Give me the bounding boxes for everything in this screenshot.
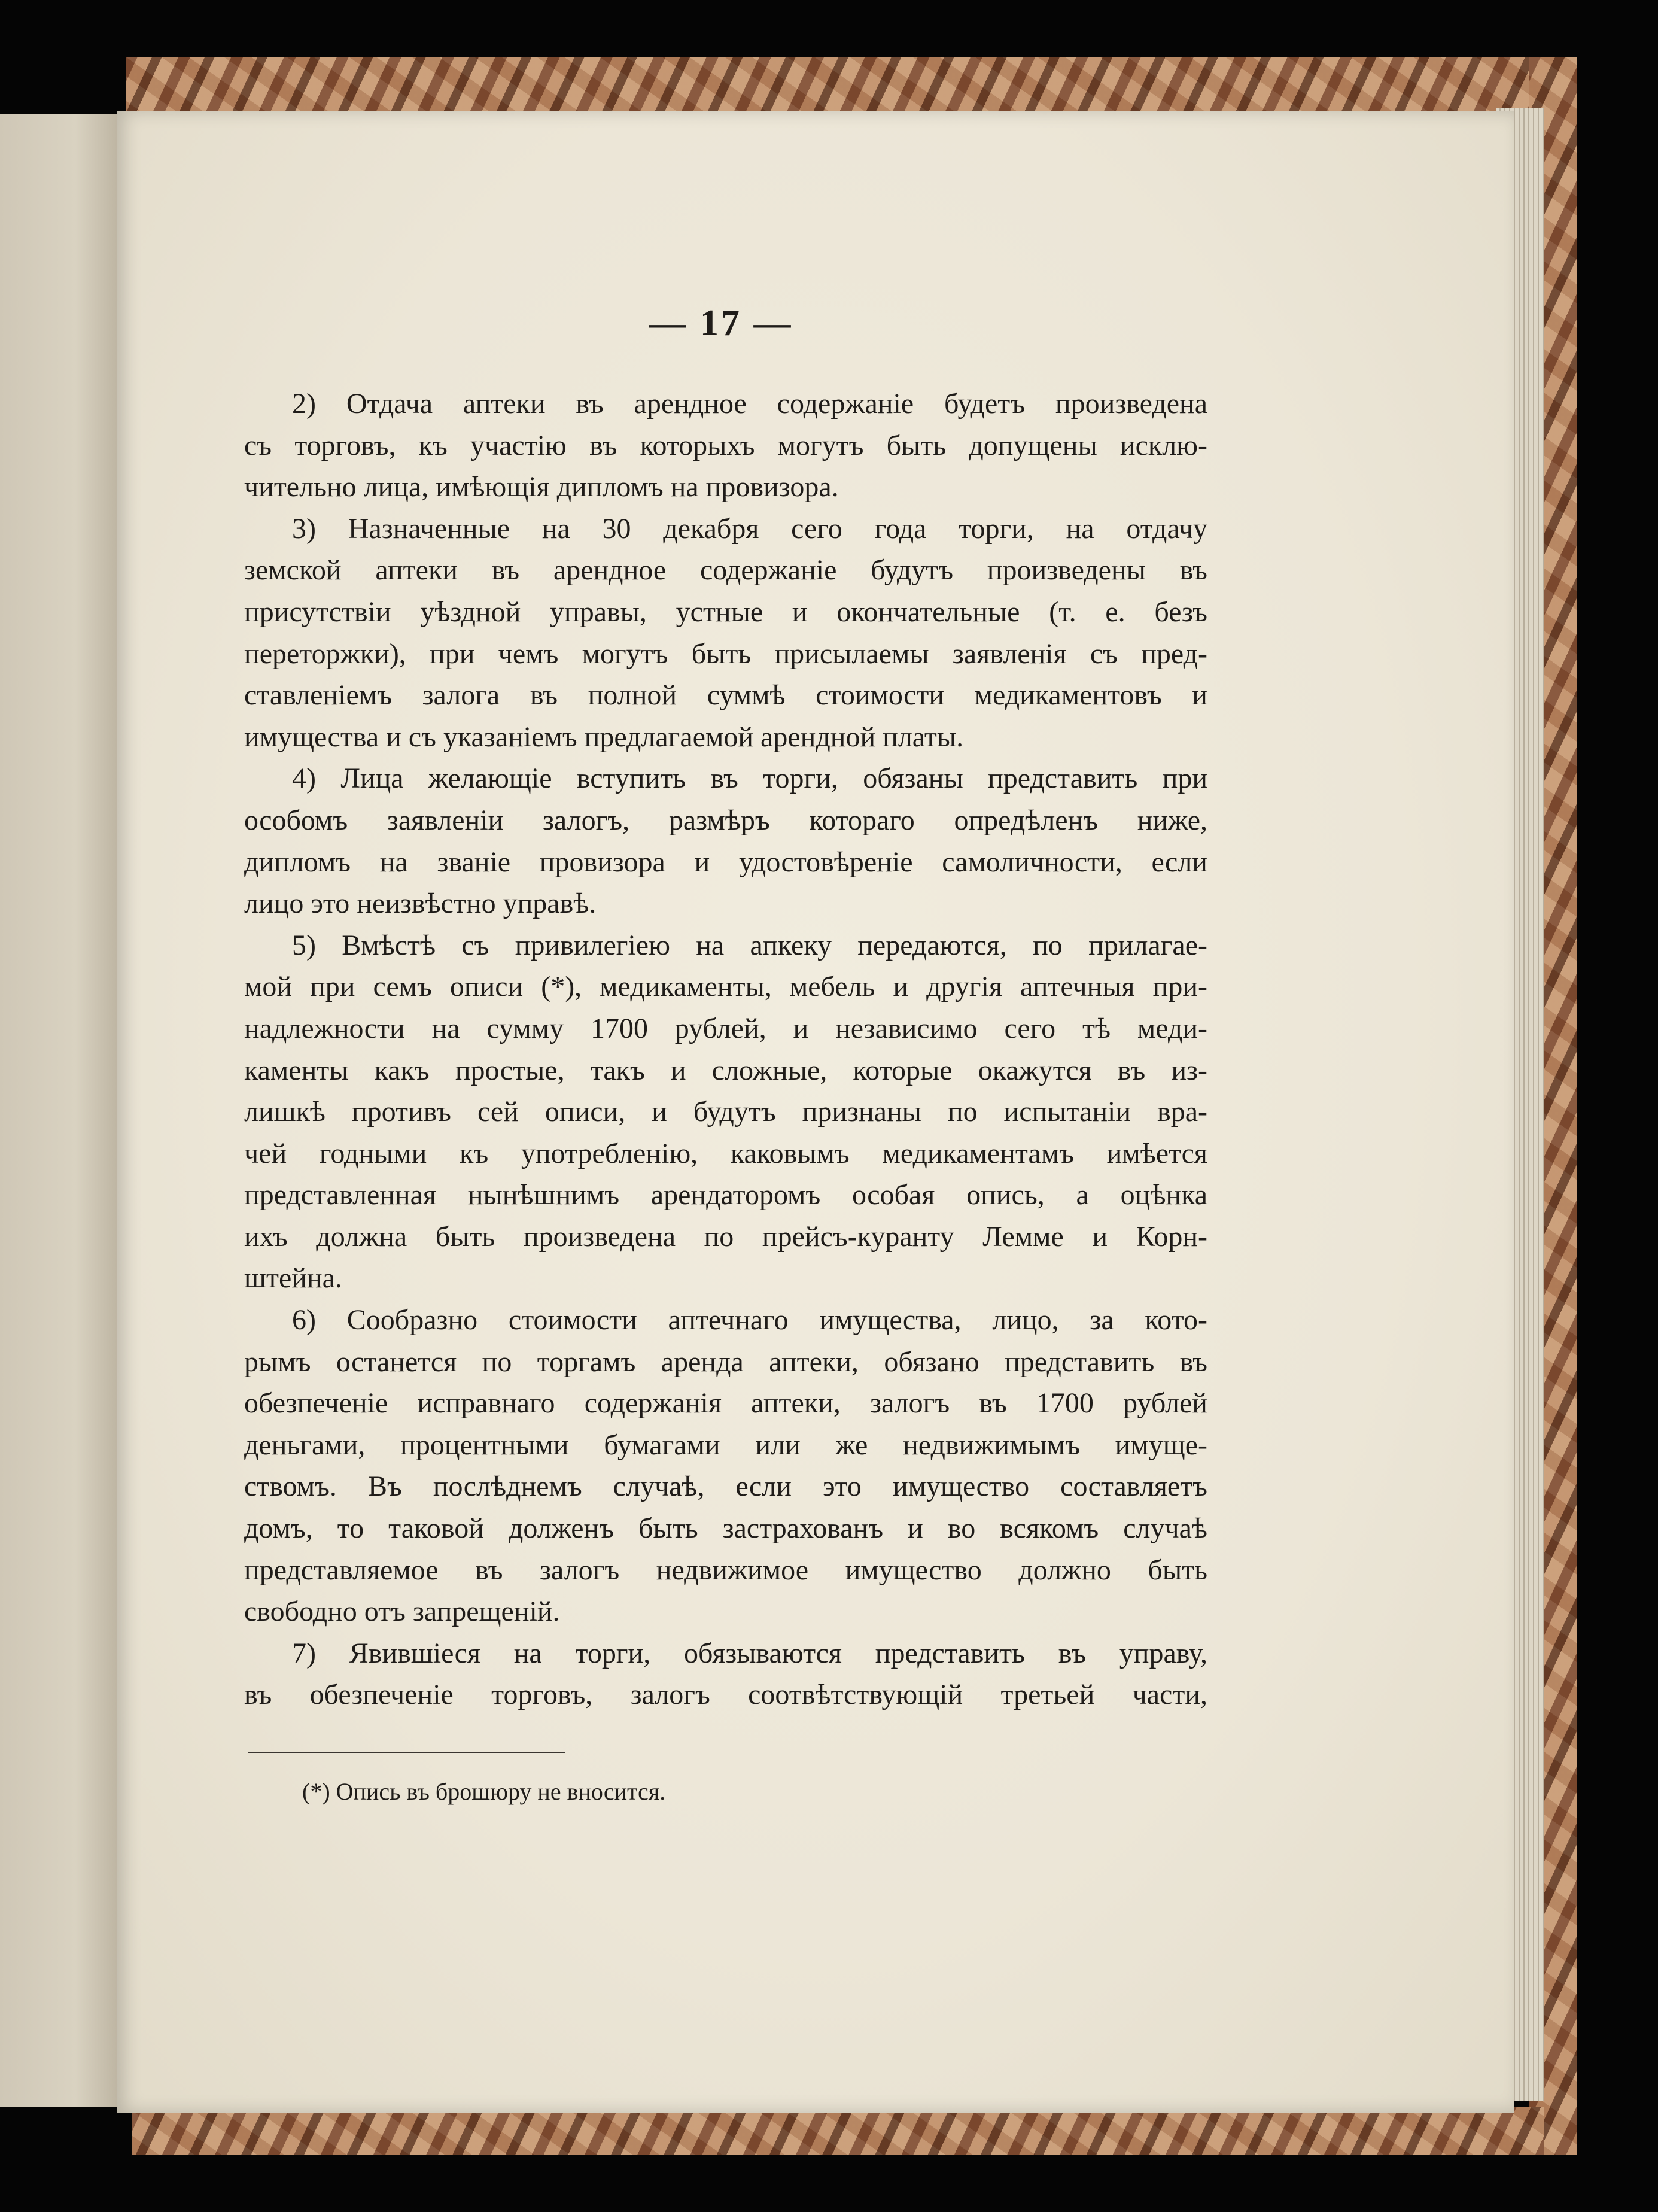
text-line: 4) Лица желающіе вступить въ торги, обязаны представить при (292, 762, 1207, 795)
footnote-divider (248, 1752, 565, 1753)
text-line: земской аптеки въ арендное содержаніе будутъ произведены въ (244, 554, 1207, 587)
text-line: особомъ заявленіи залогъ, размѣръ котораго опредѣленъ ниже, (244, 804, 1207, 836)
text-line: представляемое въ залогъ недвижимое имущество должно быть (244, 1554, 1207, 1586)
text-line: переторжки), при чемъ могутъ быть присылаемы заявленія съ пред- (244, 637, 1207, 670)
text-line: ихъ должна быть произведена по прейсъ-куранту Лемме и Корн- (244, 1220, 1207, 1253)
text-line: каменты какъ простые, такъ и сложные, которые окажутся въ из- (244, 1054, 1207, 1086)
page-number: — 17 — (649, 303, 793, 344)
text-line: штейна. (244, 1262, 342, 1295)
text-line: 6) Сообразно стоимости аптечнаго имущества, лицо, за кото- (292, 1304, 1207, 1336)
text-line: обезпеченіе исправнаго содержанія аптеки, залогъ въ 1700 рублей (244, 1387, 1207, 1420)
text-line: деньгами, процентными бумагами или же недвижимымъ имуще- (244, 1429, 1207, 1461)
text-line: домъ, то таковой долженъ быть застрахованъ и во всякомъ случаѣ (244, 1512, 1207, 1545)
text-line: въ обезпеченіе торговъ, залогъ соотвѣтствующій третьей части, (244, 1679, 1207, 1711)
text-line: дипломъ на званіе провизора и удостовѣреніе самоличности, если (244, 846, 1207, 878)
footnote: (*) Опись въ брошюру не вносится. (302, 1778, 666, 1805)
text-line: чей годными къ употребленію, каковымъ медикаментамъ имѣется (244, 1137, 1207, 1169)
text-line: лишкѣ противъ сей описи, и будутъ признаны по испытаніи вра- (244, 1096, 1207, 1128)
text-line: 7) Явившіеся на торги, обязываются представить въ управу, (292, 1637, 1207, 1669)
page-body-text (244, 383, 1207, 1716)
text-line: ствомъ. Въ послѣднемъ случаѣ, если это имущество составляетъ (244, 1470, 1207, 1503)
text-line: съ торговъ, къ участію въ которыхъ могутъ быть допущены исклю- (244, 429, 1207, 461)
text-line: надлежности на сумму 1700 рублей, и независимо сего тѣ меди- (244, 1012, 1207, 1044)
text-line: имущества и съ указаніемъ предлагаемой арендной платы. (244, 721, 964, 753)
marbled-cover-bottom (132, 2107, 1544, 2155)
text-line: 2) Отдача аптеки въ арендное содержаніе будетъ произведена (292, 388, 1207, 420)
text-line: ставленіемъ залога въ полной суммѣ стоимости медикаментовъ и (244, 679, 1207, 712)
text-line: рымъ останется по торгамъ аренда аптеки, обязано представить въ (244, 1345, 1207, 1378)
previous-page-edge (0, 114, 126, 2107)
text-line: лицо это неизвѣстно управѣ. (244, 888, 597, 920)
text-line: свободно отъ запрещеній. (244, 1596, 560, 1628)
text-line: присутствіи уѣздной управы, устные и окончательные (т. е. безъ (244, 595, 1207, 628)
text-line: 3) Назначенные на 30 декабря сего года торги, на отдачу (292, 512, 1207, 545)
text-line: чительно лица, имѣющія дипломъ на провизора. (244, 471, 839, 503)
text-line: мой при семъ описи (*), медикаменты, мебель и другія аптечныя при- (244, 971, 1207, 1003)
text-line: представленная нынѣшнимъ арендаторомъ особая опись, а оцѣнка (244, 1179, 1207, 1211)
text-line: 5) Вмѣстѣ съ привилегіею на апкеку передаются, по прилагае- (292, 929, 1207, 961)
